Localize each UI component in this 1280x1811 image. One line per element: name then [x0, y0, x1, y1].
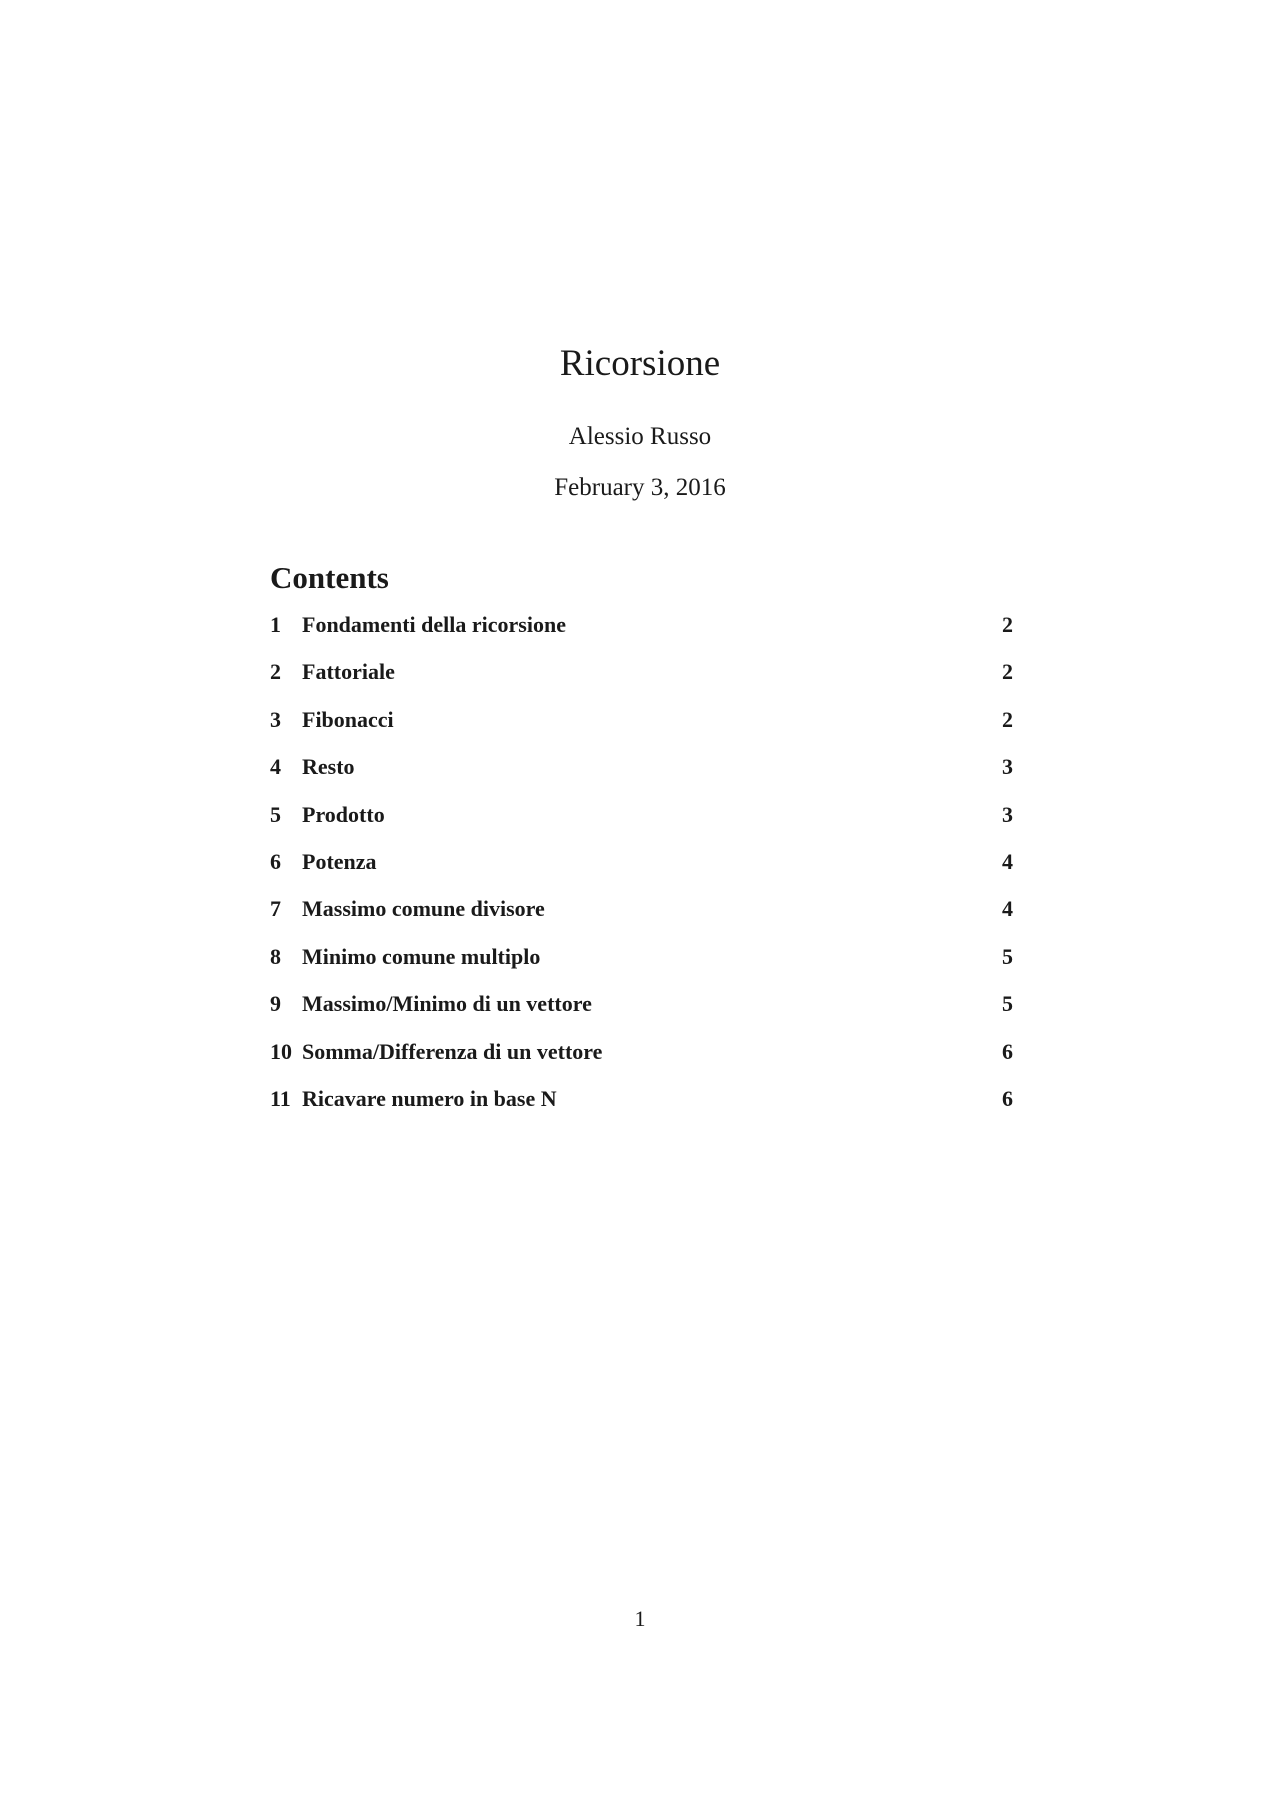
- toc-entry-title: Minimo comune multiplo: [302, 943, 541, 969]
- toc-entry-page: 4: [1002, 848, 1013, 874]
- toc-entry-title: Massimo comune divisore: [302, 896, 545, 922]
- page-number: 1: [634, 1606, 646, 1631]
- toc-entry[interactable]: [270, 898, 1013, 945]
- toc-entry-title: Fattoriale: [302, 659, 395, 685]
- toc-entry[interactable]: [270, 756, 1013, 803]
- toc-entry-page: 2: [1002, 706, 1013, 732]
- toc-entry[interactable]: [270, 943, 1013, 993]
- toc-entry-title: Somma/Differenza di un vettore: [302, 1038, 603, 1064]
- toc-entry-title: Massimo/Minimo di un vettore: [302, 991, 592, 1017]
- toc-entry-title: Prodotto: [302, 801, 385, 827]
- toc-entry-title: Fondamenti della ricorsione: [302, 612, 566, 637]
- toc-entry-number: 3: [270, 706, 281, 732]
- toc-entry-number: 5: [270, 801, 281, 827]
- toc-entry-title: Ricavare numero in base N: [302, 1085, 557, 1111]
- toc-entry-page: 3: [1002, 801, 1013, 827]
- table-of-contents: [270, 614, 1013, 1135]
- toc-entry-title: Fibonacci: [302, 706, 394, 732]
- toc-entry-page: 6: [1002, 1085, 1013, 1111]
- toc-entry-number: 8: [270, 943, 281, 969]
- toc-entry-page: 2: [1002, 612, 1013, 637]
- toc-entry[interactable]: [270, 706, 1013, 756]
- document-title: Ricorsione: [559, 343, 721, 384]
- toc-entry-number: 7: [270, 896, 281, 922]
- toc-entry-page: 5: [1002, 991, 1013, 1017]
- toc-entry-page: 4: [1002, 896, 1013, 922]
- toc-entry-title: Resto: [302, 754, 355, 780]
- toc-entry-title: Potenza: [302, 848, 377, 874]
- toc-entry-page: 3: [1002, 754, 1013, 780]
- toc-entry-number: 9: [270, 991, 281, 1017]
- toc-entry-number: 4: [270, 754, 281, 780]
- toc-entry-page: 5: [1002, 943, 1013, 969]
- toc-entry[interactable]: [270, 801, 1013, 851]
- toc-entry[interactable]: [270, 661, 1013, 708]
- toc-entry[interactable]: [270, 848, 1013, 898]
- toc-entry-number: 10: [270, 1038, 292, 1064]
- toc-entry[interactable]: [270, 1085, 1013, 1135]
- document-date: February 3, 2016: [554, 474, 726, 501]
- toc-entry[interactable]: [270, 993, 1013, 1040]
- toc-entry-page: 2: [1002, 659, 1013, 685]
- toc-heading: Contents: [270, 560, 389, 595]
- toc-entry-number: 2: [270, 659, 281, 685]
- toc-entry-number: 11: [270, 1085, 291, 1111]
- toc-entry[interactable]: [270, 614, 1013, 661]
- toc-entry-number: 1: [270, 612, 281, 637]
- toc-entry-number: 6: [270, 848, 281, 874]
- document-author: Alessio Russo: [568, 423, 712, 450]
- toc-entry[interactable]: [270, 1038, 1013, 1088]
- toc-entry-page: 6: [1002, 1038, 1013, 1064]
